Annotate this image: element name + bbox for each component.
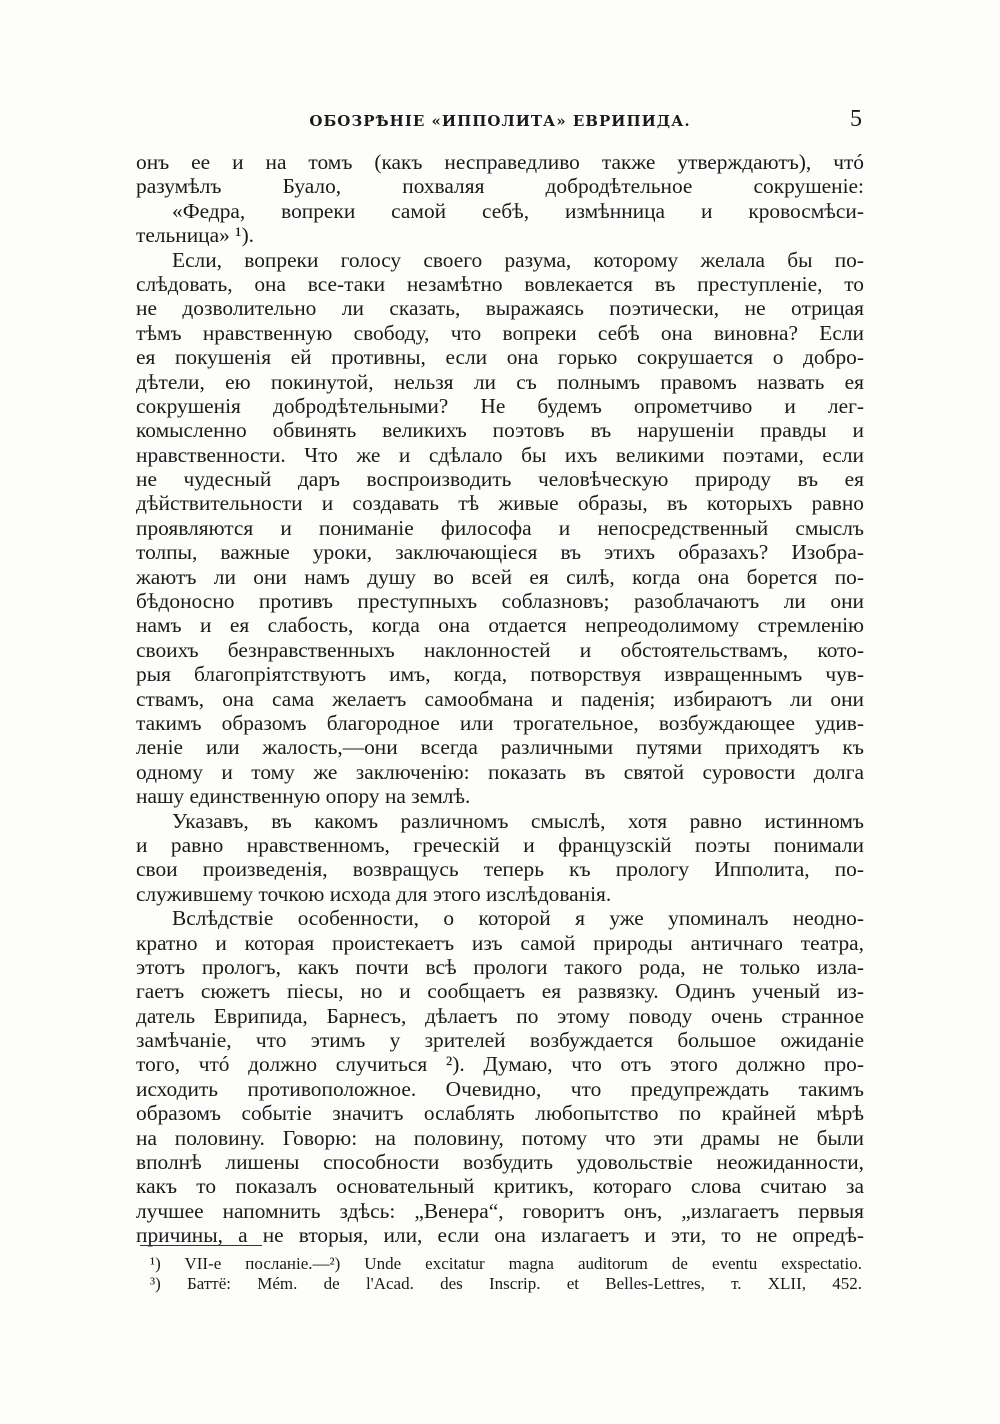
footnote-rule (140, 1245, 262, 1246)
body-text (136, 150, 864, 1248)
text-line: одному и тому же заключенію: показать въ святой суровости долга (136, 759, 864, 784)
text-line: тѣмъ нравственную свободу, что вопреки себѣ она виновна? Если (136, 320, 864, 345)
text-line: вполнѣ лишены способности возбудить удовольствіе неожиданности, (136, 1150, 864, 1175)
text-line: Если, вопреки голосу своего разума, которому желала бы по- (172, 247, 864, 272)
text-line: ея покушенія ей противны, если она горько сокрушается о добро- (136, 345, 864, 370)
footnote-line: ¹) VII-е посланіе.—²) Unde excitatur magna auditorum de eventu exspectatio. (150, 1254, 862, 1273)
text-line: рыя благопріятствуютъ имъ, когда, потворствуя извращеннымъ чув- (136, 662, 864, 687)
text-line: толпы, важные уроки, заключающіеся въ этихъ образахъ? Изобра- (136, 540, 864, 565)
text-line: сокрушенія добродѣтельными? Не будемъ опрометчиво и лег- (136, 393, 864, 418)
text-line: онъ ее и на томъ (какъ несправедливо также утверждаютъ), чтó (136, 150, 864, 174)
footnotes (150, 1254, 862, 1294)
text-line: датель Еврипида, Барнесъ, дѣлаетъ по этому поводу очень странное (136, 1003, 864, 1028)
text-line: гаетъ сюжетъ піесы, но и сообщаетъ ея развязку. Одинъ ученый из- (136, 979, 864, 1004)
text-line: исходить противоположное. Очевидно, что предупреждать такимъ (136, 1076, 864, 1101)
page-number: 5 (850, 106, 862, 132)
text-line: нашу единственную опору на землѣ. (136, 784, 471, 809)
text-line: нравственности. Что же и сдѣлало бы ихъ великими поэтами, если (136, 442, 864, 467)
text-line: того, чтó должно случиться ²). Думаю, что отъ этого должно про- (136, 1052, 864, 1077)
text-line: образомъ событіе значитъ ослаблять любопытство по крайней мѣрѣ (136, 1101, 864, 1126)
text-line: на половину. Говорю: на половину, потому что эти драмы не были (136, 1125, 864, 1150)
footnote-line: ³) Баттё: Mém. de l'Acad. des Inscrip. et Belles-Lettres, т. XLII, 452. (150, 1274, 862, 1293)
text-line: комысленно обвинять великихъ поэтовъ въ нарушеніи правды и (136, 418, 864, 443)
text-line: намъ и ея слабость, когда она отдается непреодолимому стремленію (136, 613, 864, 638)
running-title: ОБОЗРѢНІЕ «ИППОЛИТА» ЕВРИПИДА. (309, 112, 691, 130)
text-line: какъ то показалъ основательный критикъ, котораго слова считаю за (136, 1174, 864, 1199)
text-line: свои произведенія, возвращусь теперь къ прологу Ипполита, по- (136, 857, 864, 882)
text-line: замѣчаніе, что этимъ у зрителей возбуждается большое ожиданіе (136, 1028, 864, 1053)
text-line: не дозволительно ли сказать, выражаясь поэтически, не отрицая (136, 296, 864, 321)
text-line: дѣтели, ею покинутой, нельзя ли съ полнымъ правомъ назвать ея (136, 369, 864, 394)
text-line: леніе или жалость,—они всегда различными путями приходятъ къ (136, 735, 864, 760)
text-line: тельница» ¹). (136, 223, 255, 248)
text-line: этотъ прологъ, какъ почти всѣ прологи такого рода, не только изла- (136, 954, 864, 979)
text-line: своихъ безнравственныхъ наклонностей и обстоятельствамъ, кото- (136, 637, 864, 662)
running-head (138, 106, 862, 136)
text-line: такимъ образомъ благородное или трогательное, возбуждающее удив- (136, 710, 864, 735)
text-line: и равно нравственномъ, греческій и французскій поэты понимали (136, 832, 864, 857)
text-line: лучшее напомнить здѣсь: „Венера“, говоритъ онъ, „излагаетъ первыя (136, 1198, 864, 1223)
text-line: Указавъ, въ какомъ различномъ смыслѣ, хотя равно истинномъ (172, 808, 864, 833)
text-line: ствамъ, она сама желаетъ самообмана и паденія; избираютъ ли они (136, 686, 864, 711)
text-line: не чудесный даръ воспроизводить человѣческую природу въ ея (136, 467, 864, 492)
text-line: дѣйствительности и создавать тѣ живые образы, въ которыхъ равно (136, 491, 864, 516)
text-line: служившему точкою исхода для этого изслѣдованія. (136, 881, 612, 906)
text-line: бѣдоносно противъ преступныхъ соблазновъ; разоблачаютъ ли они (136, 589, 864, 614)
text-line: «Федра, вопреки самой себѣ, измѣнница и кровосмѣси- (172, 198, 864, 223)
text-line: жаютъ ли они намъ душу во всей ея силѣ, когда она борется по- (136, 564, 864, 589)
text-line: Вслѣдствіе особенности, о которой я уже упоминалъ неодно- (172, 906, 864, 931)
text-line: слѣдовать, она все-таки незамѣтно вовлекается въ преступленіе, то (136, 271, 864, 296)
text-line: кратно и которая проистекаетъ изъ самой природы античнаго театра, (136, 930, 864, 955)
text-line: разумѣлъ Буало, похваляя добродѣтельное сокрушеніе: (136, 174, 864, 199)
text-line: проявляются и пониманіе философа и непосредственный смыслъ (136, 515, 864, 540)
text-line: причины, а не вторыя, или, если она излагаетъ и эти, то не опредѣ- (136, 1223, 864, 1248)
